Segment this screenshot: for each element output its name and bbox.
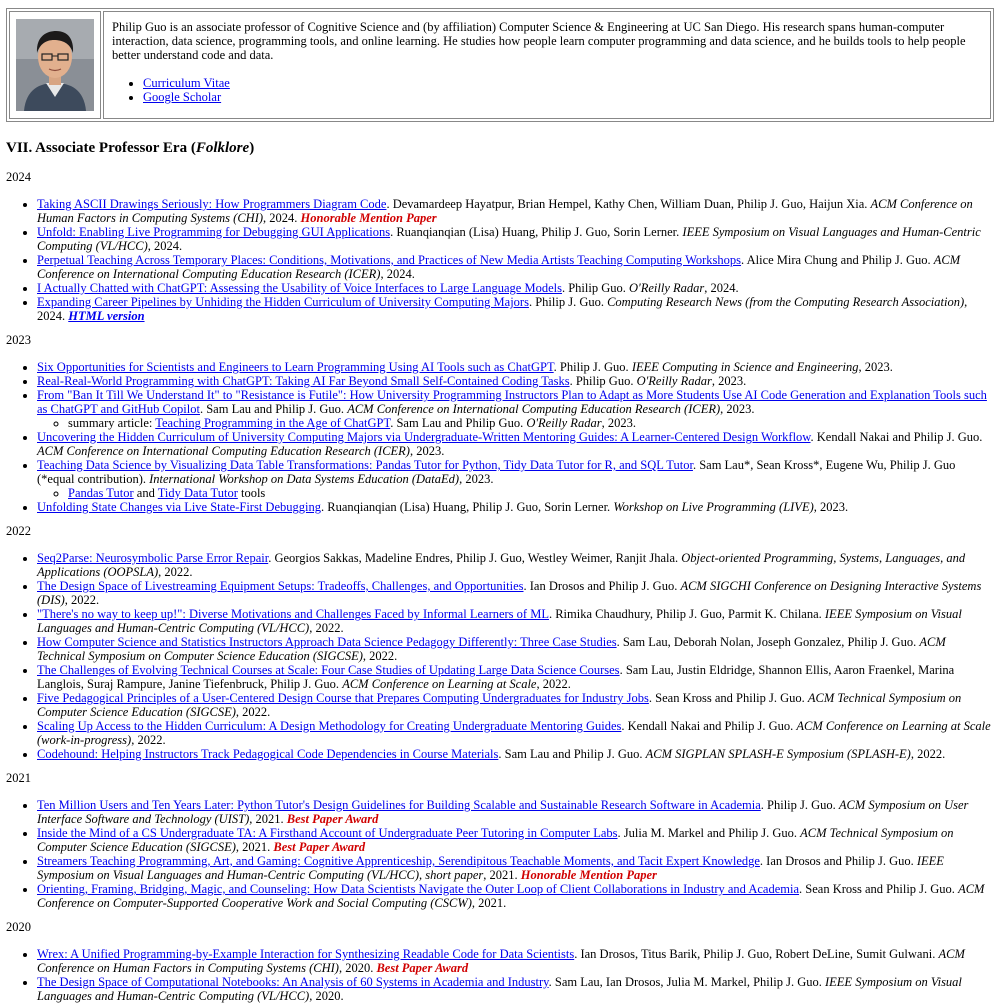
publication-item	[37, 747, 994, 761]
year-section	[6, 920, 994, 1003]
paper-authors: . Philip Guo.	[561, 281, 630, 295]
publication-item	[37, 500, 994, 514]
tools-item	[68, 486, 994, 500]
paper-authors: . Sean Kross and Philip J. Guo.	[648, 691, 808, 705]
paper-title-link[interactable]: Seq2Parse: Neurosymbolic Parse Error Repair	[37, 551, 269, 565]
publication-list	[6, 360, 994, 514]
paper-authors: . Sam Lau and Philip J. Guo.	[498, 747, 646, 761]
paper-title-link[interactable]: Orienting, Framing, Bridging, Magic, and Counseling: How Data Scientists Navigate the Outer Loop of Client Collaborations in Industry and Academia	[37, 882, 800, 896]
paper-title-link[interactable]: Ten Million Users and Ten Years Later: Python Tutor's Design Guidelines for Building Scalable and Sustainable Research Software in Academia	[37, 798, 761, 812]
paper-authors: . Ian Drosos and Philip J. Guo.	[759, 854, 917, 868]
paper-venue: ACM Technical Symposium on Computer Science Education (SIGCSE)	[37, 691, 962, 719]
publication-item	[37, 947, 994, 975]
year-section	[6, 771, 994, 910]
award-badge: Honorable Mention Paper	[300, 211, 437, 225]
paper-venue: Object-oriented Programming, Systems, Languages, and Applications (OOPSLA)	[37, 551, 966, 579]
page	[0, 8, 1000, 1003]
publication-item	[37, 854, 994, 882]
paper-year: , 2023.	[711, 374, 747, 388]
award-badge: Best Paper Award	[286, 812, 379, 826]
paper-title-link[interactable]: How Computer Science and Statistics Instructors Approach Data Science Pedagogy Differently: Three Case Studies	[37, 635, 617, 649]
paper-year: , 2024.	[704, 281, 739, 295]
paper-year: , 2021.	[235, 840, 274, 854]
paper-year: , 2023.	[409, 444, 445, 458]
paper-title-link[interactable]: From "Ban It Till We Understand It" to "Resistance is Futile": How University Programming Instructors Plan to Adapt as More Students Use AI Code Generation and Explanation Tools such as ChatGPT and GitHub Copilot	[37, 388, 987, 416]
publication-item	[37, 882, 994, 910]
publication-item	[37, 430, 994, 458]
cv-link[interactable]: Curriculum Vitae	[143, 76, 230, 90]
paper-title-link[interactable]: Expanding Career Pipelines by Unhiding the Hidden Curriculum of University Computing Majors	[37, 295, 529, 309]
paper-year: , 2021.	[249, 812, 287, 826]
paper-authors: . Alice Mira Chung and Philip J. Guo.	[741, 253, 934, 267]
paper-authors: . Kendall Nakai and Philip J. Guo.	[621, 719, 797, 733]
paper-title-link[interactable]: The Challenges of Evolving Technical Courses at Scale: Four Case Studies of Updating Large Data Science Courses	[37, 663, 620, 677]
html-version-link[interactable]: HTML version	[68, 309, 145, 323]
publication-years	[6, 170, 994, 1003]
publication-list	[6, 798, 994, 910]
paper-venue: IEEE Symposium on Visual Languages and Human-Centric Computing (VL/HCC), short paper	[37, 854, 944, 882]
paper-year: , 2021.	[483, 868, 521, 882]
bio-cell	[103, 11, 991, 119]
publication-item	[37, 197, 994, 225]
paper-authors: . Ruanqianqian (Lisa) Huang, Philip J. Guo, Sorin Lerner.	[390, 225, 683, 239]
year-label: 2022	[6, 524, 31, 538]
paper-venue: ACM Conference on Human Factors in Computing Systems (CHI)	[37, 197, 973, 225]
publication-item	[37, 635, 994, 663]
tools-and: and	[133, 486, 158, 500]
paper-authors: . Sam Lau, Deborah Nolan, Joseph Gonzalez, Philip J. Guo.	[616, 635, 920, 649]
paper-venue: Workshop on Live Programming (LIVE)	[613, 500, 814, 514]
paper-year: , 2022.	[362, 649, 398, 663]
paper-venue: ACM Conference on International Computing Education Research (ICER)	[37, 444, 410, 458]
paper-title-link[interactable]: Scaling Up Access to the Hidden Curriculum: A Design Methodology for Creating Undergraduate Mentoring Guides	[37, 719, 622, 733]
paper-authors: . Sam Lau, Justin Eldridge, Shannon Ellis, Aaron Fraenkel, Marina Langlois, Suraj Rampure, Janine Tiefenbruck, Philip J. Guo.	[37, 663, 955, 691]
paper-venue: O'Reilly Radar	[629, 281, 705, 295]
summary-authors: . Sam Lau and Philip Guo.	[390, 416, 527, 430]
summary-item	[68, 416, 994, 430]
paper-title-link[interactable]: Codehound: Helping Instructors Track Pedagogical Code Dependencies in Course Materials	[37, 747, 499, 761]
publication-list	[6, 197, 994, 323]
paper-year: , 2023.	[813, 500, 849, 514]
tools-suffix: tools	[237, 486, 266, 500]
paper-year: , 2022.	[309, 621, 344, 635]
publication-item	[37, 374, 994, 388]
paper-venue: Computing Research News (from the Computing Research Association)	[607, 295, 965, 309]
publication-list	[6, 947, 994, 1003]
summary-venue: O'Reilly Radar	[526, 416, 602, 430]
publication-item	[37, 253, 994, 281]
paper-title-link[interactable]: "There's no way to keep up!": Diverse Motivations and Challenges Faced by Informal Learners of ML	[37, 607, 549, 621]
paper-authors: . Sam Lau, Ian Drosos, Julia M. Markel, Philip J. Guo.	[548, 975, 825, 989]
publication-item	[37, 551, 994, 579]
paper-title-link[interactable]: Taking ASCII Drawings Seriously: How Programmers Diagram Code	[37, 197, 387, 211]
publication-item	[37, 719, 994, 747]
paper-year: , 2022.	[64, 593, 100, 607]
publication-item	[37, 295, 994, 323]
year-section	[6, 333, 994, 514]
paper-title-link[interactable]: Uncovering the Hidden Curriculum of University Computing Majors via Undergraduate-Written Mentoring Guides: A Learner-Centered Design Workflow	[37, 430, 811, 444]
paper-venue: International Workshop on Data Systems Education (DataEd)	[149, 472, 460, 486]
paper-title-link[interactable]: Wrex: A Unified Programming-by-Example Interaction for Synthesizing Readable Code for Data Scientists	[37, 947, 575, 961]
award-badge: Best Paper Award	[376, 961, 469, 975]
tidy-data-tutor-link[interactable]: Tidy Data Tutor	[157, 486, 238, 500]
publication-item	[37, 691, 994, 719]
profile-header	[6, 8, 994, 122]
paper-title-link[interactable]: The Design Space of Livestreaming Equipment Setups: Tradeoffs, Challenges, and Opportunities	[37, 579, 524, 593]
year-section	[6, 524, 994, 761]
paper-authors: . Devamardeep Hayatpur, Brian Hempel, Kathy Chen, William Duan, Philip J. Guo, Haijun Xia.	[386, 197, 871, 211]
paper-title-link[interactable]: Unfolding State Changes via Live State-First Debugging	[37, 500, 321, 514]
publication-item	[37, 388, 994, 430]
paper-venue: O'Reilly Radar	[636, 374, 712, 388]
year-label: 2021	[6, 771, 31, 785]
publication-item	[37, 360, 994, 374]
paper-authors: . Kendall Nakai and Philip J. Guo.	[810, 430, 983, 444]
paper-year: , 2024.	[37, 295, 968, 323]
paper-year: , 2022.	[910, 747, 946, 761]
year-label: 2020	[6, 920, 31, 934]
paper-venue: ACM Conference on International Computing Education Research (ICER)	[37, 253, 961, 281]
paper-venue: IEEE Computing in Science and Engineering	[631, 360, 859, 374]
publication-item	[37, 607, 994, 635]
paper-title-link[interactable]: Unfold: Enabling Live Programming for Debugging GUI Applications	[37, 225, 391, 239]
paper-venue: ACM Conference on Learning at Scale	[342, 677, 537, 691]
paper-year: , 2022.	[158, 565, 193, 579]
publication-item	[37, 826, 994, 854]
paper-venue: ACM Conference on Learning at Scale (work-in-progress)	[37, 719, 991, 747]
bio-links	[112, 76, 982, 104]
paper-venue: IEEE Symposium on Visual Languages and Human-Centric Computing (VL/HCC)	[37, 225, 981, 253]
paper-year: , 2020.	[338, 961, 377, 975]
heading-prefix: VII. Associate Professor Era (	[6, 140, 196, 156]
paper-title-link[interactable]: Real-Real-World Programming with ChatGPT: Taking AI Far Beyond Small Self-Contained Coding Tasks	[37, 374, 570, 388]
paper-year: , 2023.	[858, 360, 893, 374]
paper-year: , 2021.	[471, 896, 507, 910]
paper-year: , 2020.	[309, 989, 344, 1003]
publication-item	[37, 579, 994, 607]
publication-item	[37, 281, 994, 295]
paper-title-link[interactable]: I Actually Chatted with ChatGPT: Assessing the Usability of Voice Interfaces to Large Language Models	[37, 281, 562, 295]
summary-year: , 2023.	[601, 416, 636, 430]
paper-authors: . Sam Lau and Philip J. Guo.	[199, 402, 348, 416]
heading-folklore: Folklore	[195, 140, 250, 156]
publication-item	[37, 975, 994, 1003]
paper-venue: IEEE Symposium on Visual Languages and Human-Centric Computing (VL/HCC)	[37, 607, 962, 635]
publication-item	[37, 225, 994, 253]
paper-authors: . Ian Drosos and Philip J. Guo.	[523, 579, 681, 593]
summary-list	[37, 416, 994, 430]
list-item	[143, 90, 982, 104]
paper-venue: ACM SIGCHI Conference on Designing Interactive Systems (DIS)	[37, 579, 982, 607]
paper-venue: ACM Conference on International Computing Education Research (ICER)	[347, 402, 721, 416]
paper-year: , 2024.	[147, 239, 183, 253]
paper-year: , 2022.	[536, 677, 571, 691]
summary-prefix: summary article:	[68, 416, 156, 430]
paper-venue: ACM Technical Symposium on Computer Science Education (SIGCSE)	[37, 826, 954, 854]
photo-cell	[9, 11, 101, 119]
paper-year: , 2023.	[720, 402, 755, 416]
list-item	[143, 76, 982, 90]
paper-year: , 2022.	[235, 705, 271, 719]
paper-title-link[interactable]: Five Pedagogical Principles of a User-Centered Design Course that Prepares Computing Undergraduates for Industry Jobs	[37, 691, 649, 705]
paper-authors: . Ian Drosos, Titus Barik, Philip J. Guo, Robert DeLine, Sumit Gulwani.	[574, 947, 939, 961]
paper-year: , 2023.	[459, 472, 494, 486]
publication-item	[37, 798, 994, 826]
google-scholar-link[interactable]: Google Scholar	[143, 90, 222, 104]
paper-authors: . Julia M. Markel and Philip J. Guo.	[617, 826, 801, 840]
avatar	[16, 19, 94, 111]
paper-title-link[interactable]: Perpetual Teaching Across Temporary Places: Conditions, Motivations, and Practices of New Media Artists Teaching Computing Workshops	[37, 253, 742, 267]
paper-title-link[interactable]: Inside the Mind of a CS Undergraduate TA: A Firsthand Account of Undergraduate Peer Tutoring in Computer Labs	[37, 826, 618, 840]
paper-authors: . Philip J. Guo.	[760, 798, 839, 812]
paper-year: , 2024.	[263, 211, 301, 225]
paper-venue: ACM SIGPLAN SPLASH-E Symposium (SPLASH-E)	[645, 747, 911, 761]
paper-title-link[interactable]: Six Opportunities for Scientists and Engineers to Learn Programming Using AI Tools such as ChatGPT	[37, 360, 554, 374]
paper-venue: ACM Conference on Computer-Supported Cooperative Work and Social Computing (CSCW)	[37, 882, 985, 910]
award-badge: Honorable Mention Paper	[520, 868, 657, 882]
pandas-tutor-link[interactable]: Pandas Tutor	[68, 486, 134, 500]
paper-venue: ACM Conference on Human Factors in Computing Systems (CHI)	[37, 947, 965, 975]
paper-title-link[interactable]: Streamers Teaching Programming, Art, and Gaming: Cognitive Apprenticeship, Serendipitous Teachable Moments, and Tacit Expert Knowledge	[37, 854, 760, 868]
paper-title-link[interactable]: Teaching Data Science by Visualizing Data Table Transformations: Pandas Tutor for Python, Tidy Data Tutor for R, and SQL Tutor	[37, 458, 693, 472]
publication-item	[37, 458, 994, 500]
year-label: 2024	[6, 170, 31, 184]
paper-venue: ACM Symposium on User Interface Software and Technology (UIST)	[37, 798, 969, 826]
paper-year: , 2024.	[380, 267, 415, 281]
bio-text: Philip Guo is an associate professor of Cognitive Science and (by affiliation) Computer Science & Engineering at UC San Diego. His research spans human-computer interaction, data science, programming tools, and online learning. He studies how people learn computer programming and data science, and he builds tools to help people better understand code and data.	[112, 20, 966, 62]
year-section	[6, 170, 994, 323]
paper-authors: . Philip J. Guo.	[528, 295, 608, 309]
paper-year: , 2022.	[131, 733, 166, 747]
paper-venue: IEEE Symposium on Visual Languages and Human-Centric Computing (VL/HCC)	[37, 975, 962, 1003]
tools-list	[37, 486, 994, 500]
paper-authors: . Georgios Sakkas, Madeline Endres, Philip J. Guo, Westley Weimer, Ranjit Jhala.	[268, 551, 682, 565]
paper-authors: . Sean Kross and Philip J. Guo.	[799, 882, 959, 896]
summary-article-link[interactable]: Teaching Programming in the Age of ChatGPT	[155, 416, 391, 430]
paper-authors: . Sam Lau*, Sean Kross*, Eugene Wu, Philip J. Guo (*equal contribution).	[37, 458, 956, 486]
publication-list	[6, 551, 994, 761]
paper-venue: ACM Technical Symposium on Computer Science Education (SIGCSE)	[37, 635, 946, 663]
year-label: 2023	[6, 333, 31, 347]
award-badge: Best Paper Award	[273, 840, 366, 854]
paper-authors: . Philip J. Guo.	[553, 360, 632, 374]
paper-authors: . Ruanqianqian (Lisa) Huang, Philip J. Guo, Sorin Lerner.	[320, 500, 614, 514]
paper-authors: . Rimika Chaudhury, Philip J. Guo, Parmit K. Chilana.	[548, 607, 825, 621]
publication-item	[37, 663, 994, 691]
heading-suffix: )	[249, 140, 255, 156]
paper-title-link[interactable]: The Design Space of Computational Notebooks: An Analysis of 60 Systems in Academia and Industry	[37, 975, 549, 989]
section-heading	[6, 139, 994, 157]
paper-authors: . Philip Guo.	[569, 374, 637, 388]
